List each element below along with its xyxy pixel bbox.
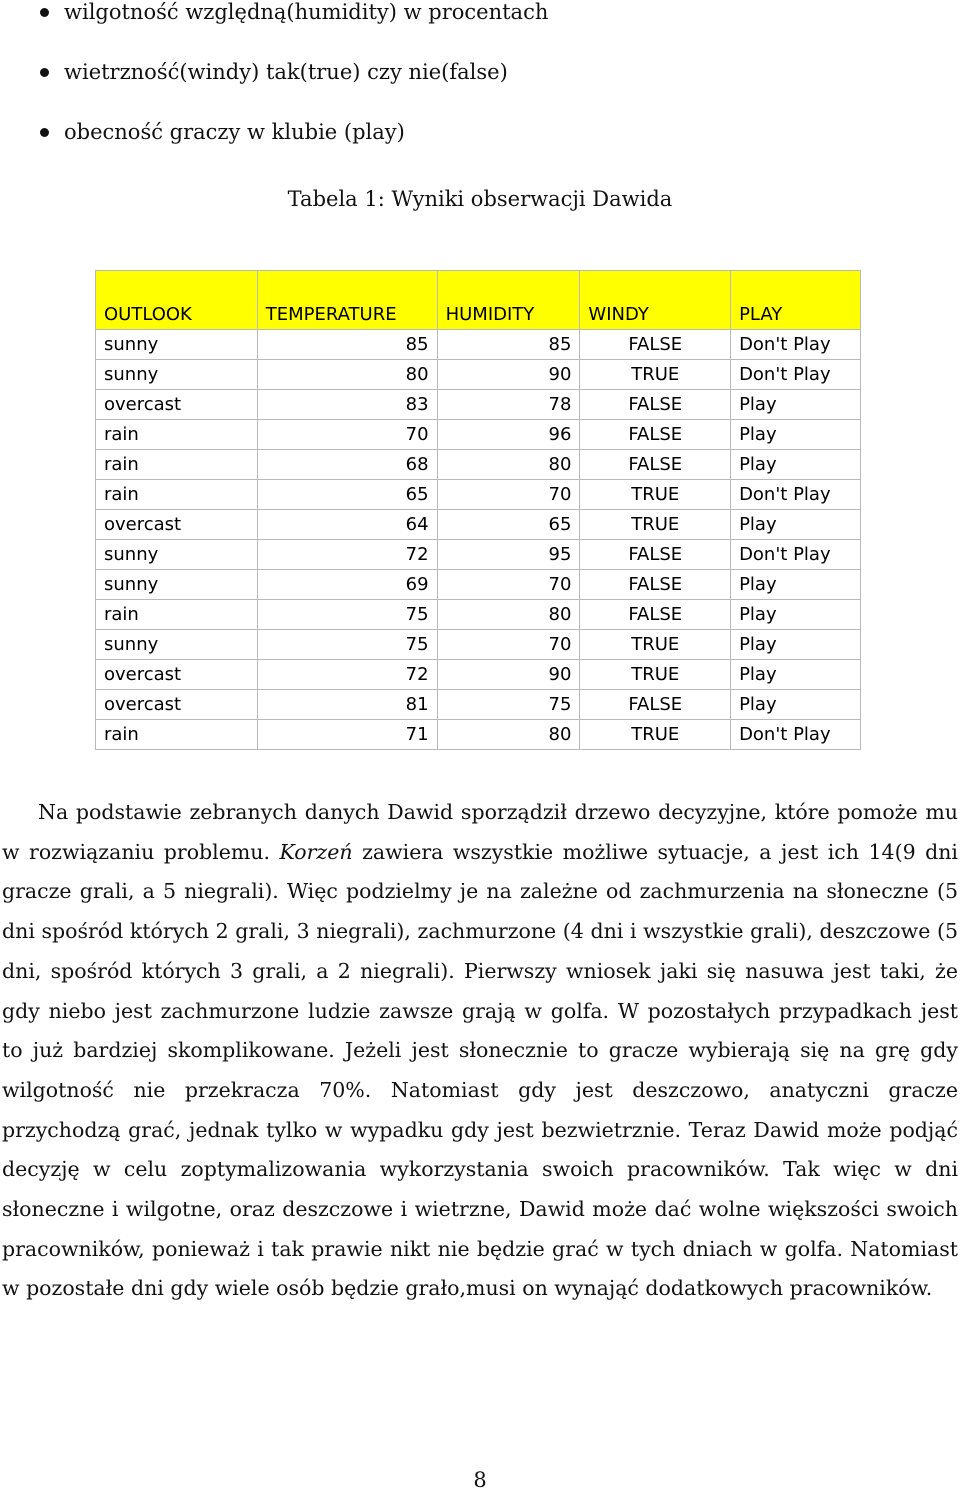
cell-temperature: 71 bbox=[257, 720, 437, 750]
cell-outlook: sunny bbox=[96, 570, 258, 600]
cell-windy: TRUE bbox=[580, 630, 731, 660]
cell-temperature: 64 bbox=[257, 510, 437, 540]
cell-humidity: 70 bbox=[437, 480, 580, 510]
cell-outlook: sunny bbox=[96, 630, 258, 660]
cell-humidity: 80 bbox=[437, 450, 580, 480]
cell-play: Play bbox=[731, 570, 861, 600]
cell-temperature: 70 bbox=[257, 420, 437, 450]
cell-windy: TRUE bbox=[580, 480, 731, 510]
cell-humidity: 80 bbox=[437, 720, 580, 750]
cell-windy: FALSE bbox=[580, 690, 731, 720]
cell-temperature: 68 bbox=[257, 450, 437, 480]
cell-outlook: sunny bbox=[96, 330, 258, 360]
header-outlook: OUTLOOK bbox=[96, 271, 258, 330]
table-body bbox=[96, 330, 861, 750]
cell-play: Play bbox=[731, 420, 861, 450]
cell-outlook: rain bbox=[96, 450, 258, 480]
cell-humidity: 78 bbox=[437, 390, 580, 420]
table-row bbox=[96, 330, 861, 360]
cell-temperature: 80 bbox=[257, 360, 437, 390]
paragraph-text-rest: zawiera wszystkie możliwe sytuacje, a jest ich 14(9 dni gracze grali, a 5 niegrali). Więc podzielmy je na zależne od zachmurzenia na słoneczne (5 dni spośród których 2 grali, 3 niegrali), zachmurzone (4 dni i wszystkie grali), deszczowe (5 dni, spośród których 3 grali, a 2 niegrali). Pierwszy wniosek jaki się nasuwa jest taki, że gdy niebo jest zachmurzone ludzie zawsze grają w golfa. W pozostałych przypadkach jest to już bardziej skomplikowane. Jeżeli jest słonecznie to gracze wybierają się na grę gdy wilgotność nie przekracza 70%. Natomiast gdy jest deszczowo, anatyczni gracze przychodzą grać, jednak tylko w wypadku gdy jest bezwietrznie. Teraz Dawid może podjąć decyzję w celu zoptymalizowania wykorzystania swoich pracowników. Tak więc w dni słoneczne i wilgotne, oraz deszczowe i wietrzne, Dawid może dać wolne większości swoich pracowników, ponieważ i tak prawie nikt nie będzie grać w tych dniach w golfa. Natomiast w pozostałe dni gdy wiele osób będzie grało,musi on wynająć dodatkowych pracowników. bbox=[2, 839, 958, 1301]
cell-windy: FALSE bbox=[580, 540, 731, 570]
cell-humidity: 96 bbox=[437, 420, 580, 450]
header-windy: WINDY bbox=[580, 271, 731, 330]
table-row bbox=[96, 720, 861, 750]
cell-windy: FALSE bbox=[580, 420, 731, 450]
cell-play: Don't Play bbox=[731, 330, 861, 360]
table-row bbox=[96, 480, 861, 510]
cell-humidity: 95 bbox=[437, 540, 580, 570]
table-header-row bbox=[96, 271, 861, 330]
cell-outlook: rain bbox=[96, 480, 258, 510]
cell-outlook: rain bbox=[96, 600, 258, 630]
header-temperature: TEMPERATURE bbox=[257, 271, 437, 330]
bullet-item bbox=[0, 114, 960, 174]
bullet-dot-icon bbox=[40, 68, 49, 77]
table-row bbox=[96, 570, 861, 600]
table-row bbox=[96, 420, 861, 450]
bullet-item bbox=[0, 54, 960, 114]
cell-temperature: 65 bbox=[257, 480, 437, 510]
cell-windy: TRUE bbox=[580, 510, 731, 540]
observation-table bbox=[95, 270, 861, 750]
cell-humidity: 75 bbox=[437, 690, 580, 720]
bullet-dot-icon bbox=[40, 128, 49, 137]
cell-windy: FALSE bbox=[580, 600, 731, 630]
cell-outlook: overcast bbox=[96, 660, 258, 690]
cell-play: Play bbox=[731, 450, 861, 480]
body-paragraph bbox=[2, 793, 958, 1309]
table-row bbox=[96, 600, 861, 630]
cell-play: Don't Play bbox=[731, 480, 861, 510]
cell-temperature: 72 bbox=[257, 540, 437, 570]
bullet-list bbox=[0, 0, 960, 174]
cell-outlook: rain bbox=[96, 420, 258, 450]
bullet-text: wietrzność(windy) tak(true) czy nie(false) bbox=[64, 60, 508, 84]
bullet-text: obecność graczy w klubie (play) bbox=[64, 120, 405, 144]
cell-windy: TRUE bbox=[580, 360, 731, 390]
cell-windy: TRUE bbox=[580, 720, 731, 750]
cell-windy: TRUE bbox=[580, 660, 731, 690]
table-row bbox=[96, 630, 861, 660]
table-caption: Tabela 1: Wyniki obserwacji Dawida bbox=[287, 187, 673, 211]
cell-temperature: 83 bbox=[257, 390, 437, 420]
observation-table-container bbox=[95, 270, 861, 750]
header-humidity: HUMIDITY bbox=[437, 271, 580, 330]
cell-temperature: 72 bbox=[257, 660, 437, 690]
cell-windy: FALSE bbox=[580, 570, 731, 600]
bullet-dot-icon bbox=[40, 8, 49, 17]
cell-outlook: overcast bbox=[96, 690, 258, 720]
cell-humidity: 70 bbox=[437, 630, 580, 660]
table-row bbox=[96, 660, 861, 690]
cell-humidity: 90 bbox=[437, 360, 580, 390]
header-play: PLAY bbox=[731, 271, 861, 330]
cell-windy: FALSE bbox=[580, 390, 731, 420]
cell-outlook: rain bbox=[96, 720, 258, 750]
cell-windy: FALSE bbox=[580, 330, 731, 360]
cell-play: Play bbox=[731, 390, 861, 420]
table-row bbox=[96, 540, 861, 570]
paragraph-text-start: Na podstawie zebranych danych Dawid sporządził drzewo decyzyjne, które pomoże mu w rozwiązaniu problemu. bbox=[2, 800, 958, 864]
cell-temperature: 75 bbox=[257, 600, 437, 630]
cell-temperature: 81 bbox=[257, 690, 437, 720]
cell-play: Play bbox=[731, 510, 861, 540]
table-row bbox=[96, 510, 861, 540]
cell-play: Play bbox=[731, 690, 861, 720]
cell-outlook: sunny bbox=[96, 540, 258, 570]
cell-outlook: sunny bbox=[96, 360, 258, 390]
cell-humidity: 80 bbox=[437, 600, 580, 630]
cell-windy: FALSE bbox=[580, 450, 731, 480]
table-row bbox=[96, 450, 861, 480]
cell-outlook: overcast bbox=[96, 510, 258, 540]
table-row bbox=[96, 360, 861, 390]
bullet-text: wilgotność względną(humidity) w procentach bbox=[64, 0, 549, 24]
cell-play: Play bbox=[731, 630, 861, 660]
cell-temperature: 85 bbox=[257, 330, 437, 360]
cell-play: Don't Play bbox=[731, 360, 861, 390]
cell-play: Play bbox=[731, 660, 861, 690]
cell-play: Don't Play bbox=[731, 720, 861, 750]
cell-temperature: 69 bbox=[257, 570, 437, 600]
cell-humidity: 85 bbox=[437, 330, 580, 360]
cell-temperature: 75 bbox=[257, 630, 437, 660]
cell-humidity: 90 bbox=[437, 660, 580, 690]
paragraph-emphasis: Korzeń bbox=[279, 839, 353, 864]
cell-play: Don't Play bbox=[731, 540, 861, 570]
cell-humidity: 65 bbox=[437, 510, 580, 540]
cell-play: Play bbox=[731, 600, 861, 630]
cell-outlook: overcast bbox=[96, 390, 258, 420]
table-row bbox=[96, 390, 861, 420]
cell-humidity: 70 bbox=[437, 570, 580, 600]
table-row bbox=[96, 690, 861, 720]
page-number: 8 bbox=[473, 1468, 487, 1492]
bullet-item bbox=[0, 0, 960, 54]
